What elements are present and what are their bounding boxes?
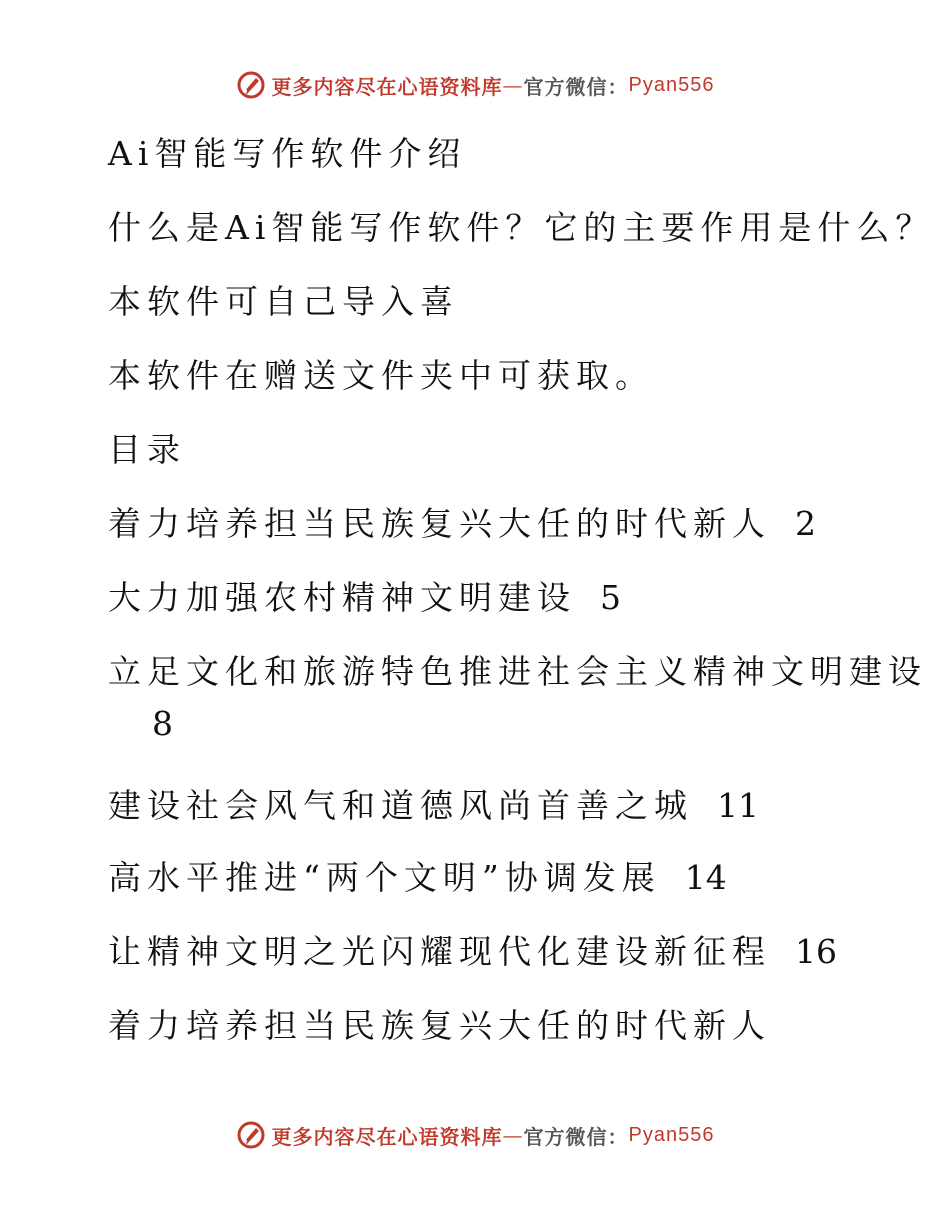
toc-item (108, 926, 837, 973)
toc-item (108, 646, 927, 693)
toc-item-title: 建设社会风气和道德风尚首善之城 (108, 786, 693, 825)
toc-item-title: 高水平推进“两个文明”协调发展 (108, 858, 661, 897)
toc-item-title: 立足文化和旅游特色推进社会主义精神文明建设 (108, 652, 927, 691)
toc-item-page: 8 (152, 704, 179, 743)
footer-watermark (0, 1120, 950, 1150)
watermark-site-text: 更多内容尽在心语资料库 (271, 74, 503, 99)
toc-item (108, 498, 816, 545)
doc-line-2: 本软件在赠送文件夹中可获取。 (108, 356, 654, 395)
toc-item-page: 2 (795, 504, 816, 543)
toc-item-page: 5 (600, 578, 621, 617)
toc-item-title: 大力加强农村精神文明建设 (108, 578, 576, 617)
pen-logo-icon (236, 70, 266, 100)
toc-heading: 目录 (108, 430, 186, 469)
section-title: 着力培养担当民族复兴大任的时代新人 (108, 1006, 771, 1045)
doc-question: 什么是Ai智能写作软件？它的主要作用是什么？ (108, 208, 935, 247)
doc-line-1: 本软件可自己导入喜 (108, 282, 459, 321)
watermark-wechat-id: Pyan556 (628, 1123, 715, 1146)
doc-title: Ai智能写作软件介绍 (108, 134, 467, 173)
watermark-dash: — (502, 73, 524, 97)
watermark-wechat-label: 官方微信： (523, 74, 629, 99)
watermark-wechat-id: Pyan556 (628, 73, 715, 96)
watermark-wechat-label: 官方微信： (523, 1124, 629, 1149)
watermark-site-text: 更多内容尽在心语资料库 (271, 1124, 503, 1149)
toc-item-page-wrap (152, 704, 179, 743)
toc-item (108, 780, 759, 827)
header-watermark (0, 70, 950, 100)
toc-item (108, 572, 621, 619)
pen-logo-icon (236, 1120, 266, 1150)
toc-item-page: 14 (684, 858, 727, 897)
toc-item (108, 852, 727, 899)
toc-item-title: 着力培养担当民族复兴大任的时代新人 (108, 504, 771, 543)
toc-item-page: 16 (795, 932, 837, 971)
watermark-dash: — (502, 1123, 524, 1147)
toc-item-page: 11 (717, 786, 759, 825)
toc-item-title: 让精神文明之光闪耀现代化建设新征程 (108, 932, 771, 971)
